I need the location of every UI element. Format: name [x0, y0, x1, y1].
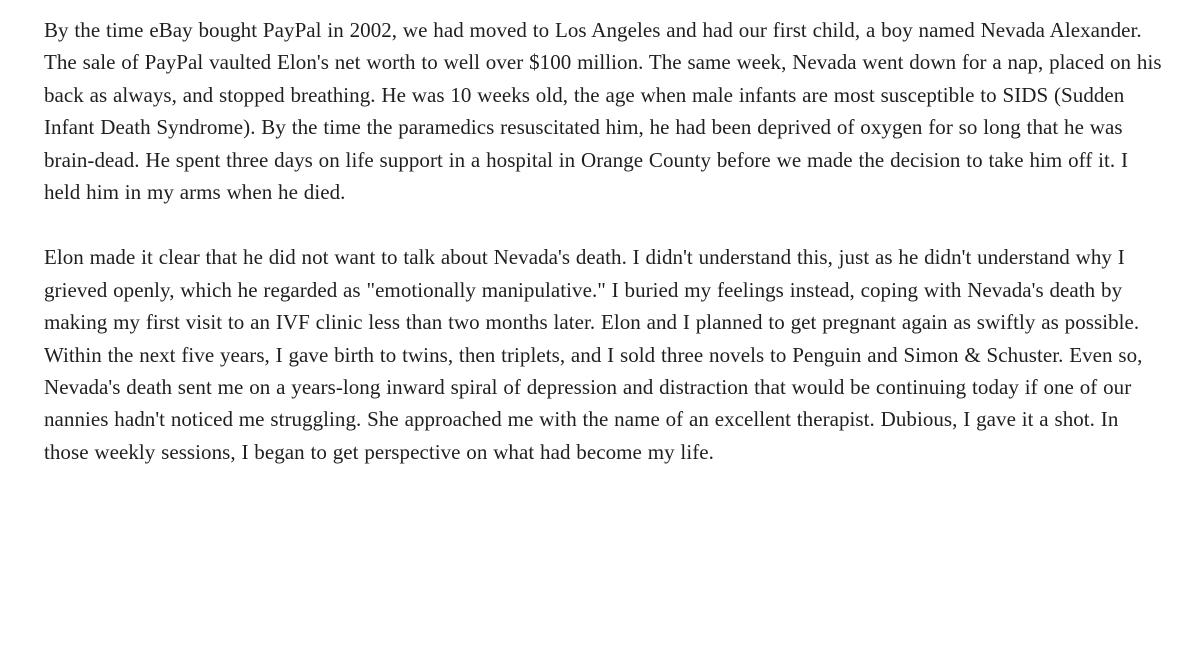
paragraph-1: By the time eBay bought PayPal in 2002, we had moved to Los Angeles and had our first child, a boy named Nevada Alexander. The sale of PayPal vaulted Elon's net worth to well over $100 million. The same week, Nevada went down for a nap, placed on his back as always, and stopped breathing. He was 10 weeks old, the age when male infants are most susceptible to SIDS (Sudden Infant Death Syndrome). By the time the paramedics resuscitated him, he had been deprived of oxygen for so long that he was brain-dead. He spent three days on life support in a hospital in Orange County before we made the decision to take him off it. I held him in my arms when he died.: [44, 18, 1162, 205]
paragraph-2: Elon made it clear that he did not want to talk about Nevada's death. I didn't understand this, just as he didn't understand why I grieved openly, which he regarded as "emotionally manipulative." I buried my feelings instead, coping with Nevada's death by making my first visit to an IVF clinic less than two months later. Elon and I planned to get pregnant again as swiftly as possible. Within the next five years, I gave birth to twins, then triplets, and I sold three novels to Penguin and Simon & Schuster. Even so, Nevada's death sent me on a years-long inward spiral of depression and distraction that would be continuing today if one of our nannies hadn't noticed me struggling. She approached me with the name of an excellent therapist. Dubious, I gave it a shot. In those weekly sessions, I began to get perspective on what had become my life.: [44, 245, 1143, 464]
